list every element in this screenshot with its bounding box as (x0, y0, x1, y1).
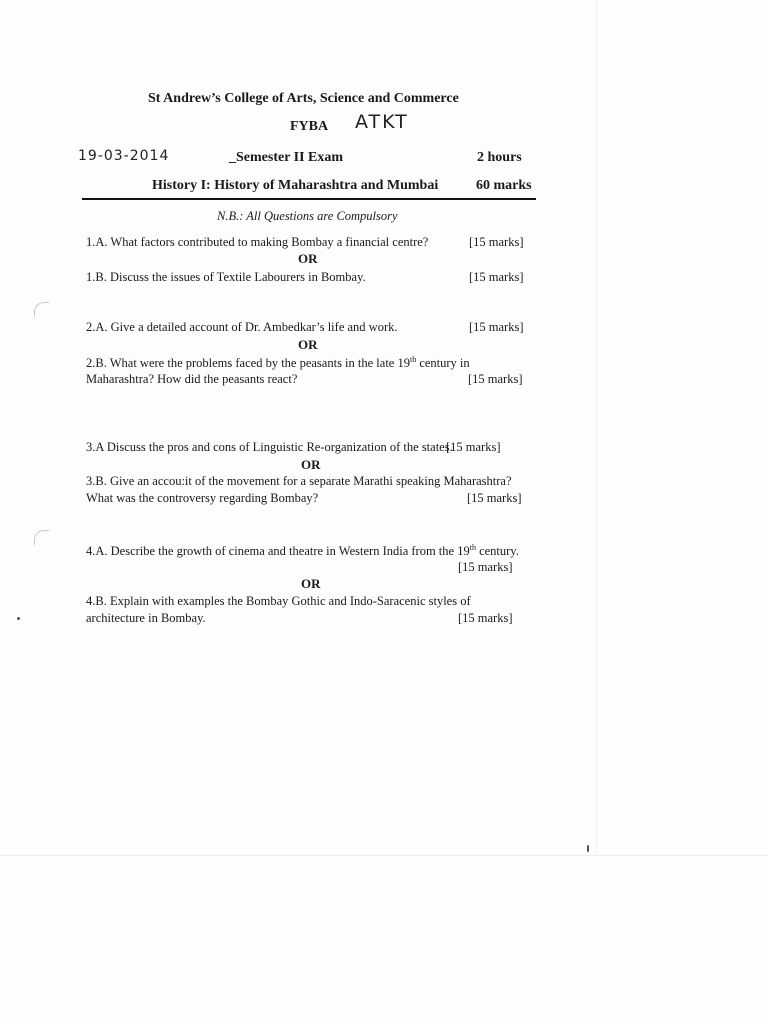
question-4a-text-end: century. (475, 544, 519, 559)
question-1a-marks: [15 marks] (469, 235, 524, 249)
question-2a-marks: [15 marks] (469, 320, 524, 334)
course-name: FYBA (290, 119, 329, 134)
question-3b-line1: 3.B. Give an accou:it of the movement for a separate Marathi speaking Maharashtra? (86, 474, 512, 488)
header-rule (82, 198, 536, 200)
question-3a: 3.A Discuss the pros and cons of Linguistic Re-organization of the states. (86, 440, 453, 454)
scan-artifact-arc (34, 530, 49, 545)
question-1a: 1.A. What factors contributed to making Bombay a financial centre? (86, 235, 429, 249)
college-name: St Andrew’s College of Arts, Science and Commerce (148, 91, 459, 106)
paper-title: History I: History of Maharashtra and Mumbai (152, 178, 439, 193)
question-2b-text: 2.B. What were the problems faced by the peasants in the late 19 (86, 356, 410, 371)
scan-speck (587, 845, 589, 852)
instructions-note: N.B.: All Questions are Compulsory (217, 209, 398, 223)
scan-artifact-arc (34, 302, 49, 317)
question-1b: 1.B. Discuss the issues of Textile Labourers in Bombay. (86, 270, 366, 284)
exam-name: _Semester II Exam (229, 150, 344, 165)
exam-duration: 2 hours (477, 150, 522, 165)
scan-edge (596, 0, 597, 855)
question-4b-marks: [15 marks] (458, 611, 513, 625)
question-3a-marks: [15 marks] (446, 440, 501, 454)
question-3b-line2: What was the controversy regarding Bombay? (86, 491, 319, 505)
question-2b-line1 (86, 355, 470, 371)
or-divider-3: OR (301, 457, 321, 472)
question-2b-line2: Maharashtra? How did the peasants react? (86, 372, 298, 386)
question-2b-marks: [15 marks] (468, 372, 523, 386)
scan-fold-line (0, 855, 768, 856)
handwritten-date: 19-03-2014 (78, 148, 170, 164)
question-1b-marks: [15 marks] (469, 270, 524, 284)
question-4a-text: 4.A. Describe the growth of cinema and theatre in Western India from the 19 (86, 544, 470, 559)
question-2b-text-end: century in (416, 356, 470, 371)
or-divider-2: OR (298, 337, 318, 352)
handwritten-atkt: ATKT (355, 111, 409, 133)
superscript-th: th (469, 543, 476, 552)
question-4b-line1: 4.B. Explain with examples the Bombay Gothic and Indo-Saracenic styles of (86, 594, 471, 608)
total-marks: 60 marks (476, 178, 532, 193)
question-4a-marks: [15 marks] (458, 560, 513, 574)
question-3b-marks: [15 marks] (467, 491, 522, 505)
question-2a: 2.A. Give a detailed account of Dr. Ambedkar’s life and work. (86, 320, 398, 334)
or-divider-1: OR (298, 251, 318, 266)
question-4b-line2: architecture in Bombay. (86, 611, 206, 625)
or-divider-4: OR (301, 576, 321, 591)
superscript-th: th (409, 355, 417, 364)
scan-speck (17, 617, 20, 620)
question-4a (86, 543, 519, 559)
